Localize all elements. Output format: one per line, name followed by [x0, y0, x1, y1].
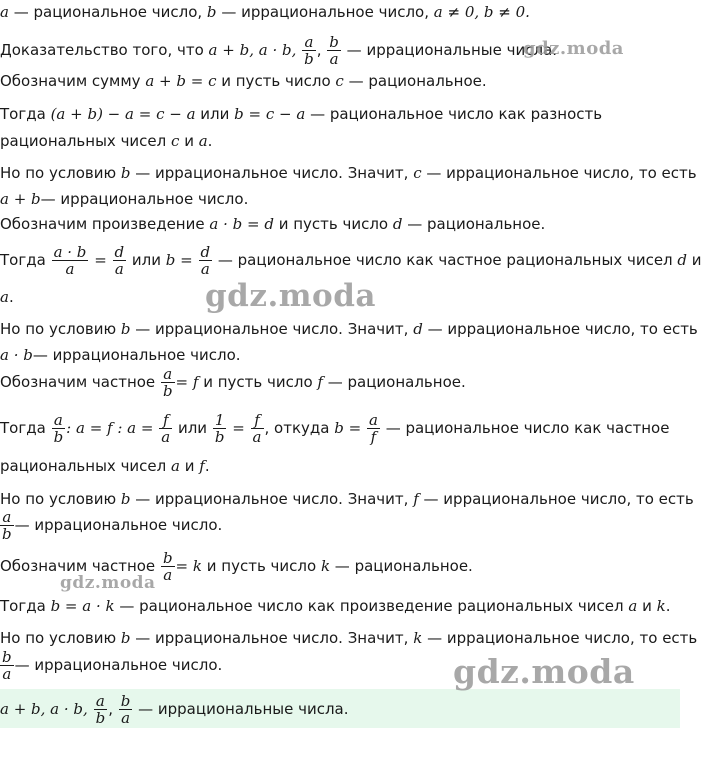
text: — рациональное. [343, 72, 487, 90]
text-line-6 [0, 190, 248, 208]
text: или [173, 419, 212, 437]
text: — рациональное число как произведение рациональных чисел [114, 597, 629, 615]
math: b = a · k [50, 597, 115, 615]
text: Но по условию [0, 629, 121, 647]
text: Обозначим произведение [0, 215, 210, 233]
text: Доказательство того, что [0, 41, 209, 59]
text-line-2 [0, 72, 487, 90]
text: . [8, 288, 14, 306]
text: — иррациональное число. Значит, [130, 164, 414, 182]
fraction: $\frac{b}{a}$ [162, 549, 173, 584]
math: f [317, 373, 323, 391]
math: = k [175, 557, 202, 575]
text: и [179, 132, 199, 150]
text: Но по условию [0, 164, 121, 182]
text: Тогда [0, 597, 51, 615]
fraction: $\frac{d}{a}$ [200, 243, 211, 278]
text: — иррациональное число, [221, 3, 434, 21]
math: b = [165, 251, 193, 269]
fraction: $\frac{a}{b}$ [53, 411, 64, 446]
math: : a = f : a = [66, 419, 154, 437]
text-line-4 [0, 132, 212, 150]
text-line-9 [0, 288, 14, 306]
watermark: gdz.moda [205, 278, 376, 314]
math: b [120, 629, 131, 647]
math: b = [334, 419, 362, 437]
text: — иррациональное число. [14, 516, 223, 534]
watermark: gdz.moda [453, 652, 635, 691]
text: . [207, 132, 213, 150]
math: b [206, 3, 217, 21]
text-line-21: a + b, a · b, $\frac{a}{b}$ , $\frac{b}{a}$ — иррациональные числа. [0, 692, 349, 727]
text: и пусть число [198, 373, 318, 391]
text: — рациональное число как частное [380, 419, 670, 437]
text: Но по условию [0, 320, 121, 338]
text: Тогда [0, 419, 51, 437]
math: b [120, 320, 131, 338]
text: — рациональное число, [13, 3, 207, 21]
text-line-20 [0, 645, 222, 685]
math: c [335, 72, 344, 90]
text: Обозначим сумму [0, 72, 146, 90]
text: — иррациональное число. [32, 346, 241, 364]
text: — иррациональные числа. [133, 700, 349, 718]
text: — иррациональное число. Значит, [130, 320, 414, 338]
text: — рациональное. [322, 373, 466, 391]
text: Обозначим частное [0, 373, 160, 391]
text: — иррациональное число. Значит, [130, 629, 414, 647]
text: и пусть число [273, 215, 393, 233]
math: c [413, 164, 422, 182]
math: d [413, 320, 423, 338]
math: a [171, 457, 180, 475]
text: Обозначим частное [0, 557, 160, 575]
fraction: $\frac{b}{a}$ [120, 692, 131, 727]
math: a [628, 597, 638, 615]
fraction: $\frac{a}{b}$ [2, 508, 12, 543]
math: (a + b) − a = c − a [50, 105, 196, 123]
text: рациональных чисел [0, 457, 172, 475]
math: c [171, 132, 180, 150]
text: или [195, 105, 235, 123]
math: a + b [0, 190, 41, 208]
math: d [392, 215, 403, 233]
math: = f [175, 373, 199, 391]
fraction: $\frac{b}{a}$ [329, 33, 339, 68]
text: — иррациональное число, то есть [421, 164, 697, 182]
math: k [320, 557, 331, 575]
text: , откуда [264, 419, 335, 437]
text-line-16 [0, 505, 222, 545]
text: рациональных чисел [0, 132, 172, 150]
math: a [0, 288, 9, 306]
fraction: $\frac{d}{a}$ [114, 243, 125, 278]
text: Но по условию [0, 490, 121, 508]
math: k [656, 597, 666, 615]
text-line-10 [0, 320, 698, 338]
math: a · b = d [209, 215, 274, 233]
math: b = c − a [234, 105, 306, 123]
fraction: $\frac{a}{f}$ [368, 411, 378, 446]
fraction: $\frac{a}{b}$ [304, 33, 314, 68]
text-line-13: Тогда $\frac{a}{b}$ : a = f : a = $\frac{f}{a}$ или $\frac{1}{b}$ = $\frac{f}{a}$ , откуда b = $\frac{a}{f}$ — рациональное число как частное [0, 411, 670, 446]
text-line-18 [0, 597, 670, 615]
text: Тогда [0, 105, 51, 123]
text: — иррациональное число, то есть [422, 320, 698, 338]
watermark: gdz.moda [523, 38, 624, 59]
math: a ≠ 0, b ≠ 0. [433, 3, 530, 21]
text: или [127, 251, 166, 269]
math: a + b, a · b, [0, 700, 88, 718]
math: f [199, 457, 205, 475]
text: . [665, 597, 671, 615]
math: b [120, 490, 131, 508]
fraction: $\frac{1}{b}$ [214, 411, 225, 446]
math: a · b [0, 346, 33, 364]
text: и [179, 457, 200, 475]
text: и [637, 597, 657, 615]
text: — рациональное число как частное рациональных чисел [213, 251, 678, 269]
fraction: $\frac{f}{a}$ [161, 411, 171, 446]
text: и пусть число [216, 72, 336, 90]
text: — рациональное. [402, 215, 546, 233]
text: и пусть число [201, 557, 321, 575]
text-line-1: Доказательство того, что a + b, a · b, $\frac{a}{b}$ , $\frac{b}{a}$ — иррациональные числа. [0, 33, 558, 68]
text-line-5 [0, 164, 697, 182]
text: — иррациональное число. [14, 656, 223, 674]
math: d [677, 251, 688, 269]
fraction: $\frac{a}{b}$ [162, 365, 173, 400]
math: f [413, 490, 419, 508]
text-line-7 [0, 215, 545, 233]
text: — иррациональное число. Значит, [130, 490, 414, 508]
text: — рациональное. [330, 557, 473, 575]
text-line-8: Тогда $\frac{a \cdot b}{a}$ = $\frac{d}{a}$ или b = $\frac{d}{a}$ — рациональное число как частное рациональных чисел d и [0, 243, 702, 278]
text-line-3 [0, 105, 602, 123]
text: — рациональное число как разность [305, 105, 603, 123]
text: . [204, 457, 210, 475]
fraction: $\frac{a}{b}$ [95, 692, 106, 727]
text-line-0 [0, 3, 530, 21]
fraction: $\frac{a \cdot b}{a}$ [53, 243, 87, 278]
text: и [687, 251, 702, 269]
text: — иррациональное число, то есть [422, 629, 698, 647]
text: — иррациональные числа. [341, 41, 558, 59]
watermark: gdz.moda [60, 573, 156, 593]
text: — иррациональное число. [40, 190, 249, 208]
math: a + b = c [145, 72, 217, 90]
math: a [0, 3, 9, 21]
text-line-14 [0, 457, 210, 475]
math: k [413, 629, 423, 647]
text: Тогда [0, 251, 51, 269]
math: a + b, a · b, [208, 41, 297, 59]
text: — иррациональное число, то есть [418, 490, 694, 508]
text-line-12 [0, 362, 466, 402]
math: b [120, 164, 131, 182]
fraction: $\frac{f}{a}$ [252, 411, 262, 446]
math: a [198, 132, 208, 150]
fraction: $\frac{b}{a}$ [2, 648, 12, 683]
